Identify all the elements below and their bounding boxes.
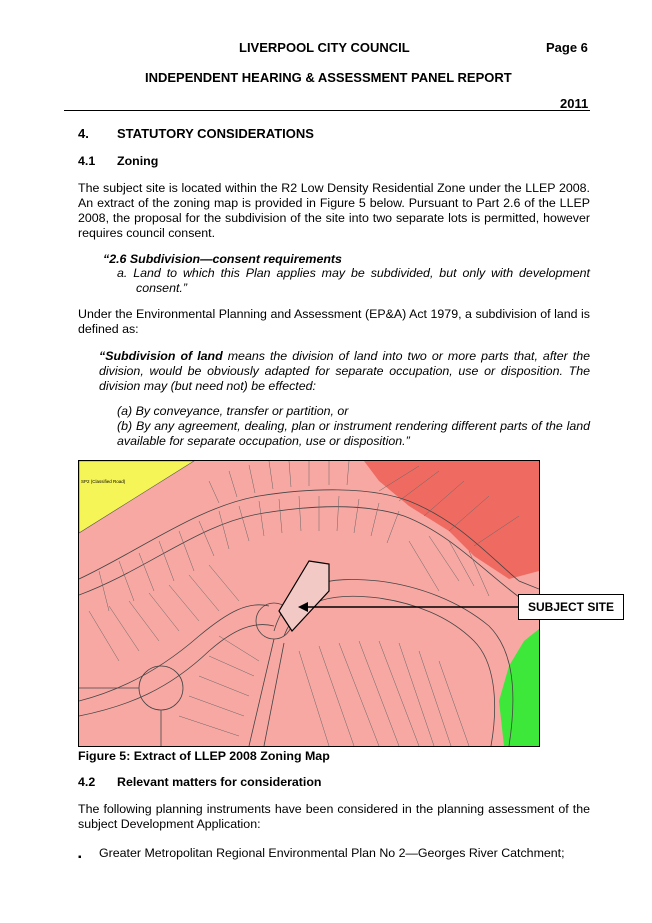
header-rule [64, 110, 590, 111]
definition-item-b-line-2: available for separate occupation, use or disposition.” [117, 434, 410, 448]
epa-line-1: Under the Environmental Planning and Assessment (EP&A) Act 1979, a subdivision of land is [78, 307, 590, 321]
zoning-map [78, 460, 540, 747]
definition-term: “Subdivision of land [99, 349, 223, 363]
subsection-4-1-number: 4.1 [78, 154, 96, 168]
zoning-line-4: requires council consent. [78, 226, 216, 240]
definition-line-2: division, would be obviously adapted for separate occupation, use or disposition. The [99, 364, 590, 378]
zoning-map-graphic [79, 461, 539, 746]
quote-clause-a-line-1: a. Land to which this Plan applies may be subdivided, but only with development [117, 266, 590, 280]
map-road-label: SP2 (Classified Road) [81, 479, 126, 484]
quote-clause-title: “2.6 Subdivision—consent requirements [103, 252, 342, 266]
matters-line-1: The following planning instruments have been considered in the planning assessment of the [78, 802, 590, 816]
figure-caption: Figure 5: Extract of LLEP 2008 Zoning Map [78, 749, 330, 763]
definition-items [117, 404, 590, 449]
definition-quote [99, 349, 590, 394]
quote-clause-a [117, 266, 590, 296]
subsection-4-2-number: 4.2 [78, 775, 96, 789]
planning-instrument-item: Greater Metropolitan Regional Environmental Plan No 2—Georges River Catchment; [99, 846, 565, 860]
subject-site-lot [279, 561, 329, 631]
zoning-paragraph [78, 181, 590, 241]
matters-line-2: subject Development Application: [78, 817, 261, 831]
quote-clause-a-line-2: consent.” [136, 281, 187, 295]
council-name: LIVERPOOL CITY COUNCIL [239, 40, 410, 55]
subsection-4-1-title: Zoning [117, 154, 159, 168]
definition-line-1-text: means the division of land into two or more parts that, after the [222, 349, 590, 363]
zoning-line-2: An extract of the zoning map is provided in Figure 5 below. Pursuant to Part 2.6 of the LLEP [78, 196, 590, 210]
zoning-line-1: The subject site is located within the R2 Low Density Residential Zone under the LLEP 2008. [78, 181, 590, 195]
report-year: 2011 [560, 96, 589, 111]
section-title: STATUTORY CONSIDERATIONS [117, 126, 314, 141]
definition-item-b-line-1: (b) By any agreement, dealing, plan or instrument rendering different parts of the land [117, 419, 590, 433]
definition-line-1 [99, 349, 590, 364]
section-number: 4. [78, 126, 89, 141]
page-number: Page 6 [546, 40, 588, 55]
definition-item-a: (a) By conveyance, transfer or partition, or [117, 404, 349, 418]
epa-line-2: defined as: [78, 322, 139, 336]
report-title: INDEPENDENT HEARING & ASSESSMENT PANEL REPORT [145, 70, 512, 85]
subsection-4-2-title: Relevant matters for consideration [117, 775, 322, 789]
bullet-icon: ▪ [78, 852, 82, 863]
zoning-line-3: 2008, the proposal for the subdivision of the site into two separate lots is permitted, however [78, 211, 590, 225]
subject-site-callout: SUBJECT SITE [518, 594, 624, 620]
definition-line-3: division may (but need not) be effected: [99, 379, 316, 393]
zone-green-right [499, 629, 539, 746]
matters-paragraph [78, 802, 590, 832]
epa-paragraph [78, 307, 590, 337]
